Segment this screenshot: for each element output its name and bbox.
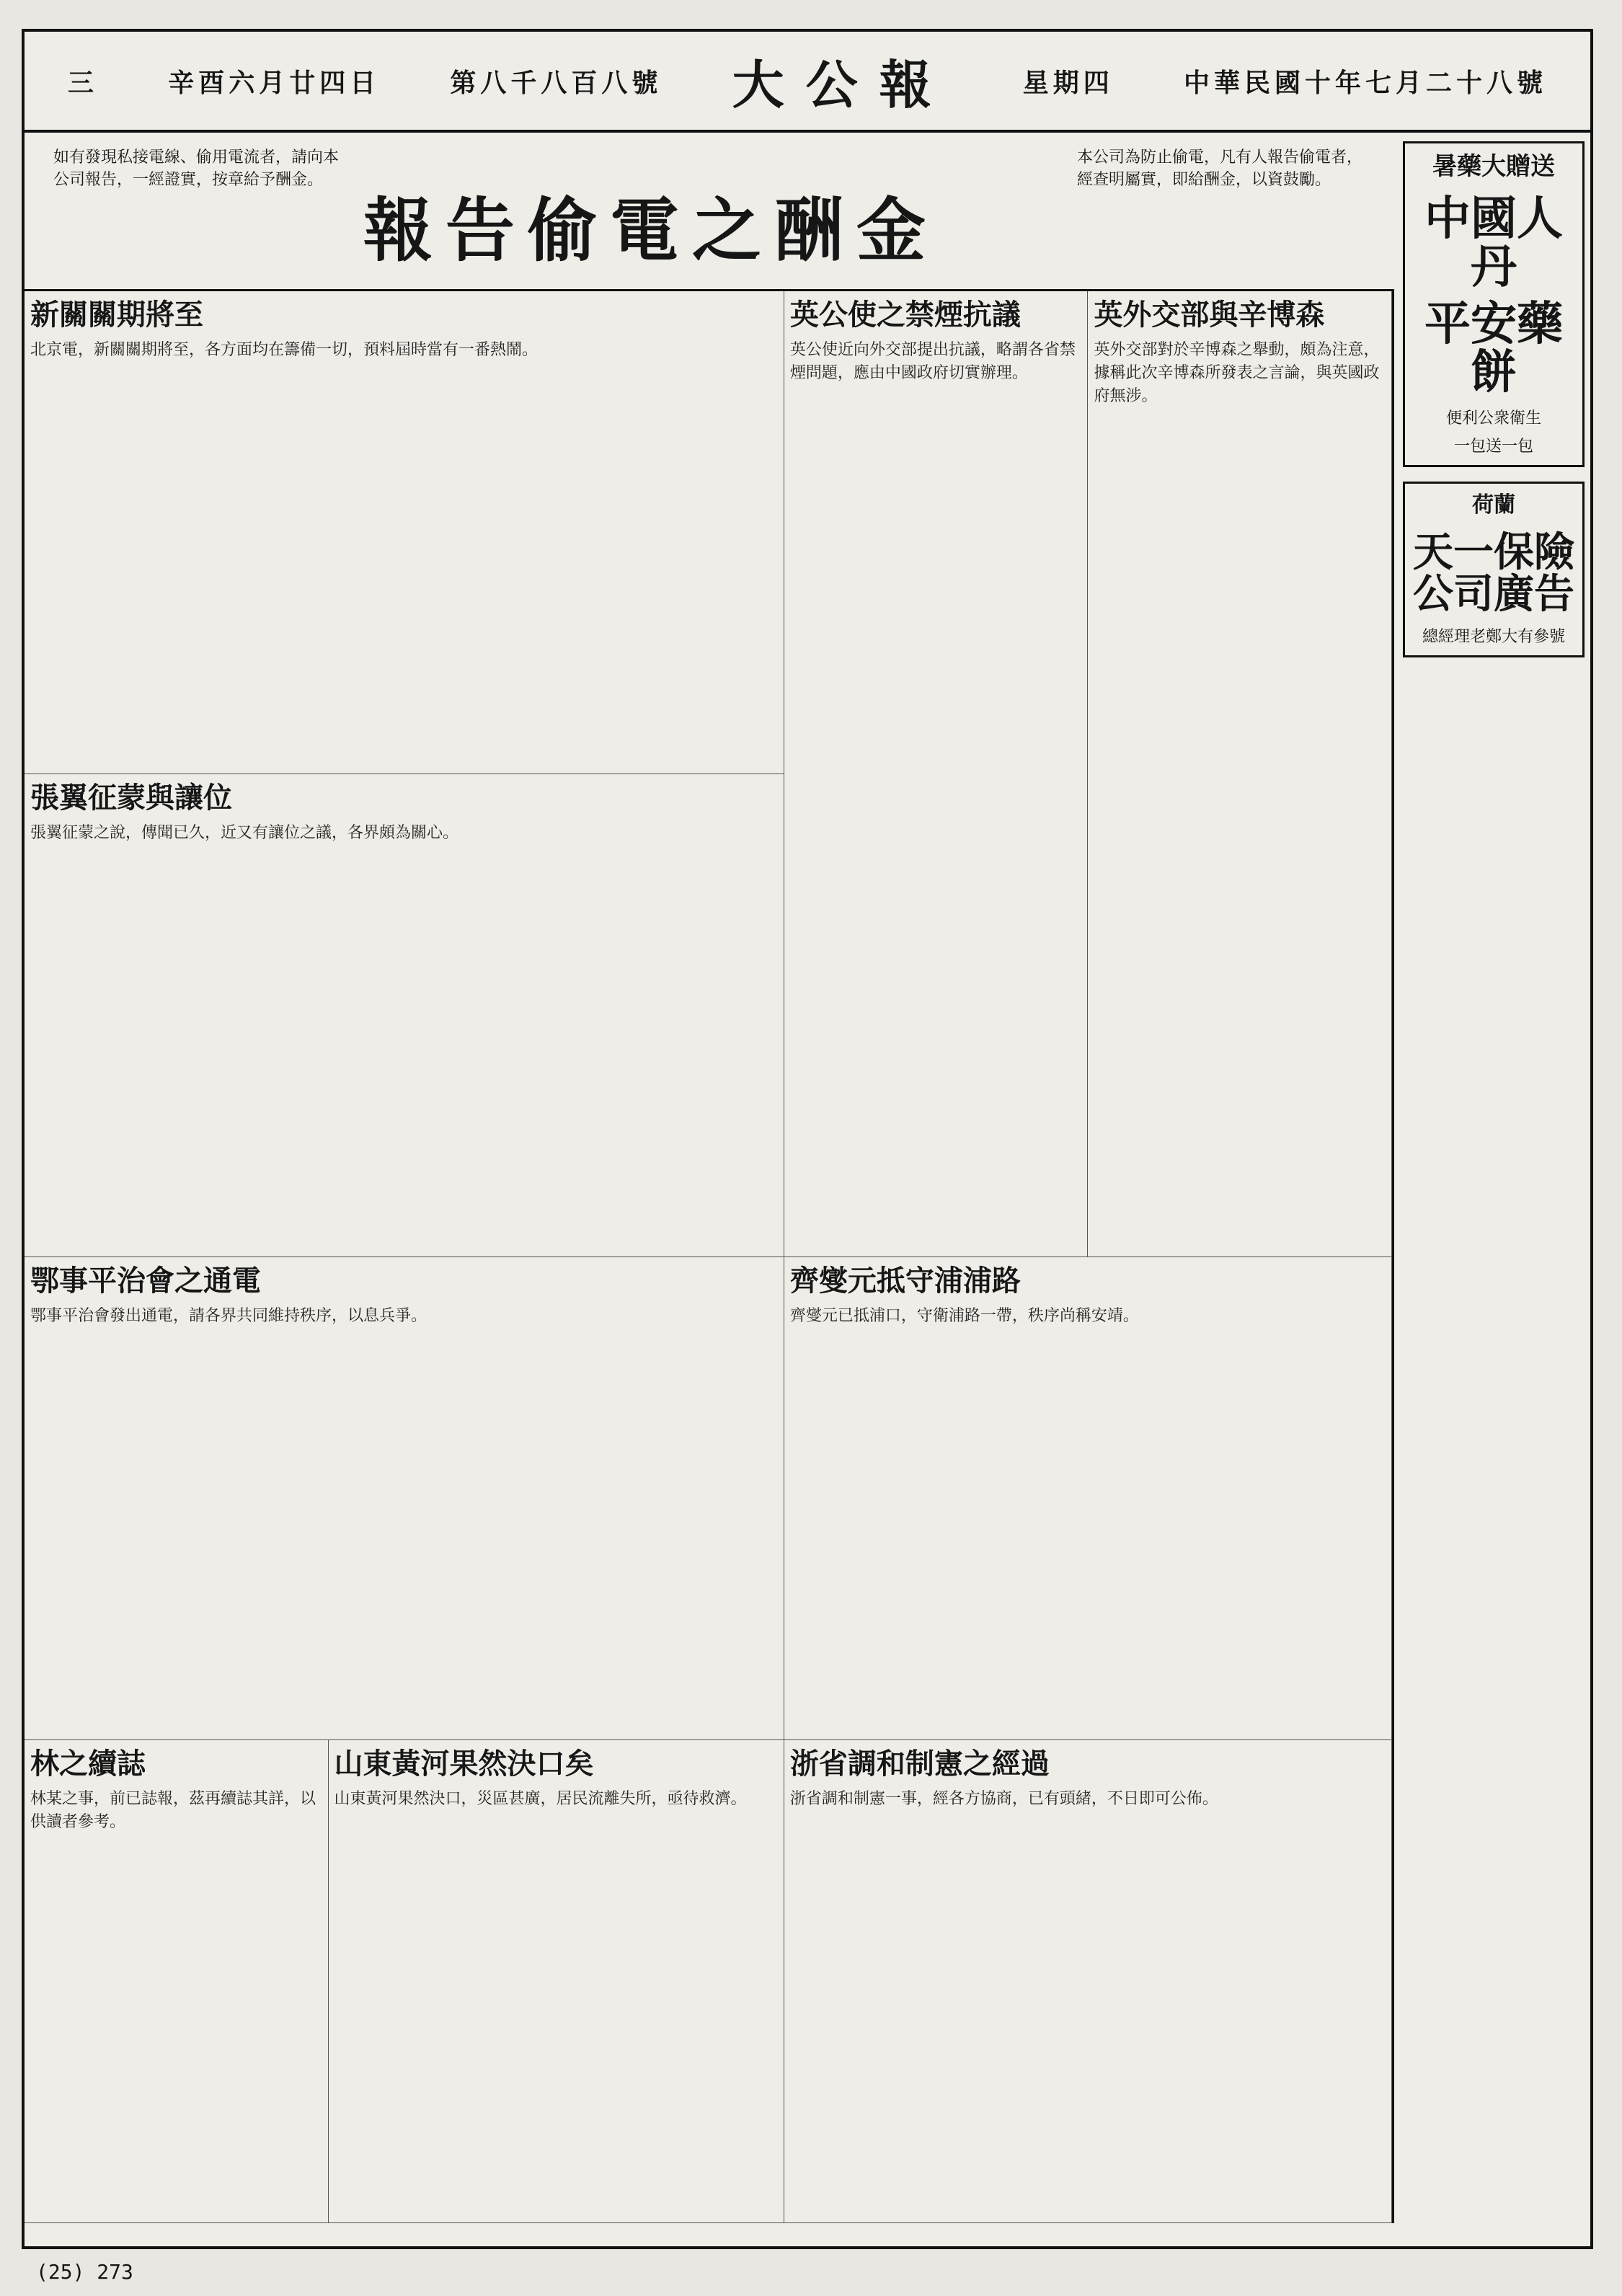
news-columns (25, 291, 1394, 2223)
article-body: 山東黃河果然決口，災區甚廣，居民流離失所，亟待救濟。 (334, 1790, 747, 1808)
masthead-issue: 第八千八百八號 (450, 68, 662, 98)
sidebar-big-3: 天一保險公司廣告 (1413, 528, 1574, 619)
sidebar-small-3: 荷蘭 (1472, 492, 1515, 518)
sidebar-big-1: 中國人丹 (1424, 192, 1563, 295)
masthead-weekday: 星期四 (1022, 68, 1114, 98)
article-1 (1088, 291, 1392, 1257)
article-5 (784, 1257, 1392, 1740)
masthead (25, 32, 1590, 133)
masthead-title: 大公報 (732, 55, 953, 115)
article-body: 齊燮元已抵浦口，守衛浦路一帶，秩序尚稱安靖。 (789, 1307, 1139, 1325)
sidebar-big-2: 平安藥餅 (1424, 298, 1563, 400)
sidebar-small-1: 便利公衆衛生 (1445, 409, 1541, 427)
article-body: 英公使近向外交部提出抗議，略謂各省禁煙問題，應由中國政府切實辦理。 (789, 341, 1076, 382)
article-body: 北京電，新關關期將至，各方面均在籌備一切，預料屆時當有一番熱鬧。 (30, 341, 539, 359)
article-title: 山東黃河果然決口矣 (334, 1747, 594, 1781)
masthead-page: 三 (68, 68, 99, 98)
footer-page-number: (25) 273 (36, 2260, 133, 2284)
ad-title: 報告偷電之酬金 (363, 190, 939, 271)
masthead-date: 中華民國十年七月二十八號 (1183, 68, 1547, 98)
article-3 (25, 291, 784, 774)
article-2 (784, 291, 1089, 1257)
article-title: 鄂事平治會之通電 (30, 1264, 261, 1298)
article-title: 張翼征蒙與讓位 (30, 781, 232, 815)
article-body: 鄂事平治會發出通電，請各界共同維持秩序，以息兵爭。 (30, 1307, 427, 1325)
sidebar-ad-medicine (1403, 141, 1585, 467)
article-title: 英外交部與辛博森 (1094, 298, 1325, 332)
article-6 (25, 1257, 784, 1740)
ad-blurb-left: 如有發現私接電線、偷用電流者，請向本公司報告，一經證實，按章給予酬金。 (53, 149, 340, 189)
article-title: 林之續誌 (30, 1747, 146, 1781)
article-body: 張翼征蒙之說，傳聞已久，近又有讓位之議，各界頗為關心。 (30, 824, 459, 842)
article-4 (25, 774, 784, 1257)
newspaper-page (22, 29, 1593, 2249)
sidebar-ads (1394, 133, 1593, 2223)
masthead-lunar: 辛酉六月廿四日 (168, 68, 381, 98)
article-8 (329, 1740, 784, 2223)
advertisement-reward (25, 133, 1394, 291)
sidebar-top: 暑藥大贈送 (1432, 152, 1555, 181)
article-title: 新關關期將至 (30, 298, 203, 332)
ad-blurb-right: 本公司為防止偷電，凡有人報告偷電者，經查明屬實，即給酬金，以資鼓勵。 (1077, 149, 1363, 189)
article-title: 英公使之禁煙抗議 (789, 298, 1021, 332)
sidebar-small-2: 一包送一包 (1453, 438, 1533, 456)
article-body: 英外交部對於辛博森之舉動，頗為注意，據稱此次辛博森所發表之言論，與英國政府無涉。 (1094, 341, 1380, 405)
article-title: 齊燮元抵守浦浦路 (789, 1264, 1021, 1298)
article-body: 林某之事，前已誌報，茲再續誌其詳，以供讀者參考。 (30, 1790, 316, 1831)
article-9 (25, 1740, 329, 2223)
sidebar-small-4: 總經理老鄭大有參號 (1422, 628, 1565, 647)
article-body: 浙省調和制憲一事，經各方協商，已有頭緒，不日即可公佈。 (789, 1790, 1218, 1808)
sidebar-ad-insurance (1403, 482, 1585, 657)
article-title: 浙省調和制憲之經過 (789, 1747, 1050, 1781)
article-7 (784, 1740, 1392, 2223)
